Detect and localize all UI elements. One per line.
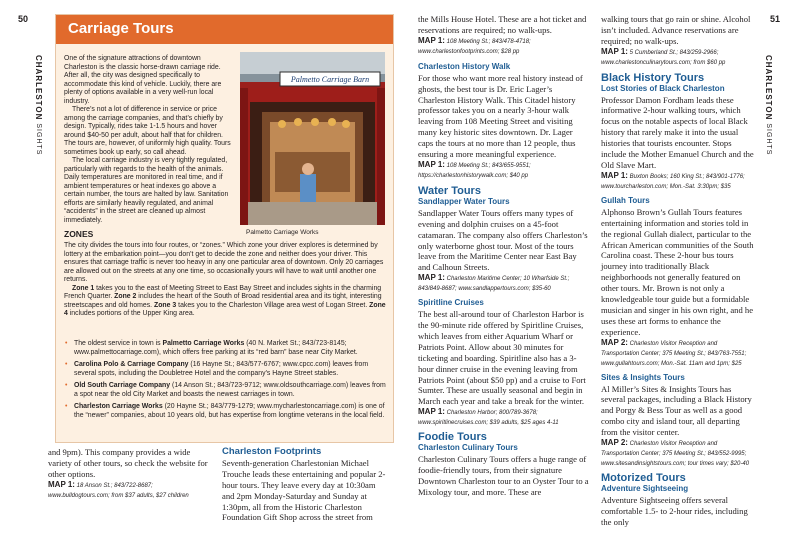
map-text: Charleston Visitor Reception and Transportation Center; 375 Meeting St.; 843/552-9995; www.sitesandinsightstours.com; tour times vary; $20-40 bbox=[601, 441, 750, 468]
map-label: MAP 1: bbox=[418, 159, 445, 169]
sandlapper-heading: Sandlapper Water Tours bbox=[418, 196, 510, 206]
footprints-heading: Charleston Footprints bbox=[222, 446, 322, 457]
side-tab-left bbox=[34, 55, 43, 155]
right-column-1 bbox=[418, 14, 590, 498]
zone-4-text: includes portions of the Upper King area. bbox=[67, 310, 195, 317]
page-number-right: 51 bbox=[770, 14, 781, 24]
company-name: Palmetto Carriage Works bbox=[162, 340, 245, 347]
gullah-text: Alphonso Brown’s Gullah Tours features entertaining information and stories told in the regional Gullah dialect, particular to the African American communities of the South Carolina coast. These 2-hour bus tours journey into traditionally Black neighborhoods not generally featured on other tours. Mr. Brown is not only a knowledgeable tour guide but a formidable musician and singer in his own right, and he uses these art forms to enhance the experience. bbox=[601, 206, 754, 337]
side-tab-sub: SIGHTS bbox=[35, 123, 42, 156]
motorized-tours-heading: Motorized Tours bbox=[601, 472, 686, 485]
company-name: Charleston Carriage Works bbox=[74, 403, 163, 410]
sidebar-header bbox=[56, 15, 393, 44]
sites-insights-text: Al Miller’s Sites & Insights Tours has several packages, including a Black History and Porgy & Bess Tour as well as a good combo city and island tour, all departing from the visitor center. bbox=[601, 383, 752, 438]
page-number-left: 50 bbox=[18, 14, 29, 24]
photo-sign-text: Palmetto Carriage Barn bbox=[290, 75, 370, 84]
bulldog-map bbox=[48, 480, 214, 501]
culinary-continued: walking tours that go rain or shine. Alcohol isn’t included. Advance reservations are required; no walk-ups. bbox=[601, 14, 751, 46]
footprints-map bbox=[418, 36, 590, 57]
gullah-heading: Gullah Tours bbox=[601, 195, 650, 205]
carriage-tours-sidebar bbox=[55, 14, 394, 443]
zone-2-text: includes the heart of the South of Broad residential area and its tight, interesting streetscapes and old homes. bbox=[64, 293, 382, 309]
zone-1-label: Zone 1 bbox=[72, 284, 95, 292]
adventure-heading: Adventure Sightseeing bbox=[601, 484, 689, 493]
map-label: MAP 1: bbox=[418, 273, 445, 283]
spiritline-text: The best all-around tour of Charleston Harbor is the 90-minute ride offered by Spiritline Cruises, which leaves from either Aquarium Wharf or Patriots Point. Allow about 30 minutes for ticketing and boarding. Spiritline also has a 3-hour dinner cruise in the evening leaving from Patriots Point (about $50 pp) and a cruise to Fort Sumter. These are usually seasonal and begin in March each year and take a break for the winter. bbox=[418, 309, 586, 407]
company-details: (20 Hayne St.; 843/779-1279; www.mycharlestoncarriage.com) is one of the “newer” companies, about 10 years old, but has expertise from longtime veterans in the local field. bbox=[74, 403, 385, 419]
side-tab-sub: SIGHTS bbox=[765, 123, 772, 156]
company-item bbox=[64, 403, 386, 420]
map-label: MAP 2: bbox=[601, 438, 628, 448]
carriage-barn-photo bbox=[240, 52, 385, 225]
zone-4-label: Zone 4 bbox=[64, 301, 386, 317]
zone-3-text: takes you to the Charleston Village area west of Logan Street. bbox=[176, 301, 370, 309]
history-walk-map bbox=[418, 160, 590, 181]
company-name: Carolina Polo & Carriage Company bbox=[74, 361, 189, 368]
company-details: (40 N. Market St.; 843/723-8145; www.palmettocarriage.com), which offers free parking at its “red barn” base near City Market. bbox=[74, 340, 358, 356]
right-column-2 bbox=[601, 14, 757, 528]
map-text: 108 Meeting St.; 843/478-4718; www.charlestonfootprints.com; $28 pp bbox=[418, 38, 531, 55]
lost-stories-map bbox=[601, 171, 757, 192]
map-text: Buxton Books; 160 King St.; 843/901-1776; www.tourcharleston.com; Mon.-Sat. 3:30pm; $35 bbox=[601, 173, 745, 190]
intro-paragraph-2: There’s not a lot of difference in service or price among the carriage companies, and that’s chiefly by design. Typically, rides take 1-1.5 hours and hover around $40-50 per adult, about half that for children. The tours are, however, of uniformly high quality. Tours sometimes book up early, so call ahead. bbox=[64, 106, 231, 156]
sites-insights-heading: Sites & Insights Tours bbox=[601, 372, 685, 382]
foodie-tours-heading: Foodie Tours bbox=[418, 431, 487, 444]
culinary-text: Charleston Culinary Tours offers a huge range of foodie-friendly tours, from their signature Downtown Charleston tour to an Oyster Tour to a Mixology tour, and more. These are bbox=[418, 454, 589, 497]
zones-intro: The city divides the tours into four routes, or “zones.” Which zone your driver explores is determined by lottery at the embarkation point—you don’t get to decide the zone and neither does your driver. This ensures that carriage traffic is never too heavy in any one particular area of downtown. Only 20 carriages are allowed out on the streets at any one time, so occasionally yours will have to wait until another one returns. bbox=[64, 242, 384, 283]
map-label: MAP 1: bbox=[418, 407, 445, 417]
company-item bbox=[64, 361, 386, 378]
spiritline-heading: Spiritline Cruises bbox=[418, 298, 484, 308]
photo-caption: Palmetto Carriage Works bbox=[246, 229, 319, 236]
culinary-map bbox=[601, 47, 757, 68]
map-text: 108 Meeting St.; 843/655-9551; https://charlestonhistorywalk.com; $40 pp bbox=[418, 162, 531, 179]
map-label: MAP 1: bbox=[601, 46, 628, 56]
side-tab-right bbox=[764, 55, 773, 155]
map-text: Charleston Harbor; 800/789-3678; www.spiritlinecruises.com; $39 adults, $25 ages 4-11 bbox=[418, 410, 559, 427]
water-tours-heading: Water Tours bbox=[418, 184, 481, 197]
zone-2-label: Zone 2 bbox=[114, 293, 137, 300]
footprints-text: Seventh-generation Charlestonian Michael Trouche leads these entertaining and popular 2-hour tours. They leave every day at 10:30am and 2pm Monday-Saturday and Sunday at 1:30pm, all from the Historic Charleston Foundation Gift Shop across the street from bbox=[222, 457, 386, 523]
intro-paragraph-3: The local carriage industry is very tightly regulated, particularly with regards to the health of the animals. Daily temperatures are monitored in real time, and if ambient temperatures or heat indexes go above a certain number, the tours are halted by law. Sanitation efforts are similarly heavily regulated, and animal “accidents” in the street are cleaned up almost immediately. bbox=[64, 157, 229, 224]
map-label: MAP 1: bbox=[48, 479, 75, 489]
black-history-heading: Black History Tours bbox=[601, 71, 705, 84]
map-text: 18 Anson St.; 843/722-8687; www.bulldogtours.com; from $37 adults, $27 children bbox=[48, 482, 189, 499]
zone-1-text: takes you to the east of Meeting Street to East Bay Street and includes sights in the charming French Quarter. bbox=[64, 284, 382, 300]
carriage-company-list bbox=[64, 340, 386, 424]
spiritline-map bbox=[418, 407, 590, 428]
bulldog-text: and 9pm). This company provides a wide variety of other tours, so check the website for other options. bbox=[48, 447, 208, 479]
zones-detail bbox=[64, 285, 386, 319]
map-text: Charleston Maritime Center; 10 Wharfside St.; 843/849-8687; www.sandlappertours.com; $35-60 bbox=[418, 276, 570, 293]
history-walk-heading: Charleston History Walk bbox=[418, 61, 511, 71]
sidebar-title: Carriage Tours bbox=[68, 20, 174, 37]
carriage-barn-illustration bbox=[240, 52, 385, 225]
sites-insights-map bbox=[601, 438, 757, 469]
company-pre: The oldest service in town is bbox=[74, 340, 163, 347]
history-walk-text: For those who want more real history instead of ghosts, the best tour is Dr. Eric Lager’s Charleston History Walk. This Citadel history professor takes you on a nearly 3-hour walk leaving from 108 Meeting Street and visiting many key historic sites downtown. Dr. Lager caps the tours at no more than 12 people, thus ensuring a more meaningful experience. bbox=[418, 72, 583, 160]
company-item bbox=[64, 340, 386, 357]
company-item bbox=[64, 382, 386, 399]
map-text: Charleston Visitor Reception and Transportation Center; 375 Meeting St.; 843/763-7551; www.gullahtours.com; Mon.-Sat. 11am and 1pm; $25 bbox=[601, 340, 747, 367]
footprints-continued: the Mills House Hotel. These are a hot ticket and reservations are required; no walk-ups. bbox=[418, 14, 587, 35]
sandlapper-text: Sandlapper Water Tours offers many types of evening and dolphin cruises on a 45-foot catamaran. The company also offers Charleston’s only waterborne ghost tour. Most of the tours leave from the Maritime Center near East Bay and Calhoun Streets. bbox=[418, 207, 588, 273]
side-tab-main: CHARLESTON bbox=[34, 55, 43, 121]
map-label: MAP 1: bbox=[418, 35, 445, 45]
sandlapper-map bbox=[418, 273, 590, 294]
side-tab-main: CHARLESTON bbox=[764, 55, 773, 121]
map-text: 5 Cumberland St.; 843/259-2966; www.charlestonculinarytours.com; from $60 pp bbox=[601, 49, 726, 66]
left-column-2 bbox=[222, 447, 390, 523]
company-details: (14 Anson St.; 843/723-9712; www.oldsouthcarriage.com) leaves from a spot near the old City Market and boasts the newest carriages in town. bbox=[74, 382, 386, 398]
lost-stories-text: Professor Damon Fordham leads these informative 2-hour walking tours, which focus on the notable aspects of local Black history that rarely make it into the usual histories that tourists encounter. Stops include the Mother Emanuel Church and the Old Slave Mart. bbox=[601, 94, 754, 170]
sidebar-intro bbox=[64, 55, 234, 225]
intro-paragraph-1: One of the signature attractions of downtown Charleston is the classic horse-drawn carriage ride. After all, the city was designed specifically to accommodate this kind of vehicle. Luckily, there are plenty of options available in a very well-run local industry. bbox=[64, 55, 222, 105]
zones-heading: ZONES bbox=[64, 229, 94, 239]
gullah-map bbox=[601, 338, 757, 369]
zone-3-label: Zone 3 bbox=[154, 301, 177, 309]
company-details: (16 Hayne St.; 843/577-6767; www.cpcc.com) leaves from several spots, including the Doubletree Hotel and the company’s Hayne Street stables. bbox=[74, 361, 369, 377]
map-label: MAP 2: bbox=[601, 337, 628, 347]
left-column-1 bbox=[48, 447, 214, 501]
company-name: Old South Carriage Company bbox=[74, 382, 171, 389]
lost-stories-heading: Lost Stories of Black Charleston bbox=[601, 83, 725, 93]
adventure-text: Adventure Sightseeing offers several comfortable 1.5- to 2-hour rides, including the only bbox=[601, 494, 748, 527]
zones-section bbox=[64, 242, 386, 319]
culinary-heading: Charleston Culinary Tours bbox=[418, 443, 518, 453]
map-label: MAP 1: bbox=[601, 170, 628, 180]
